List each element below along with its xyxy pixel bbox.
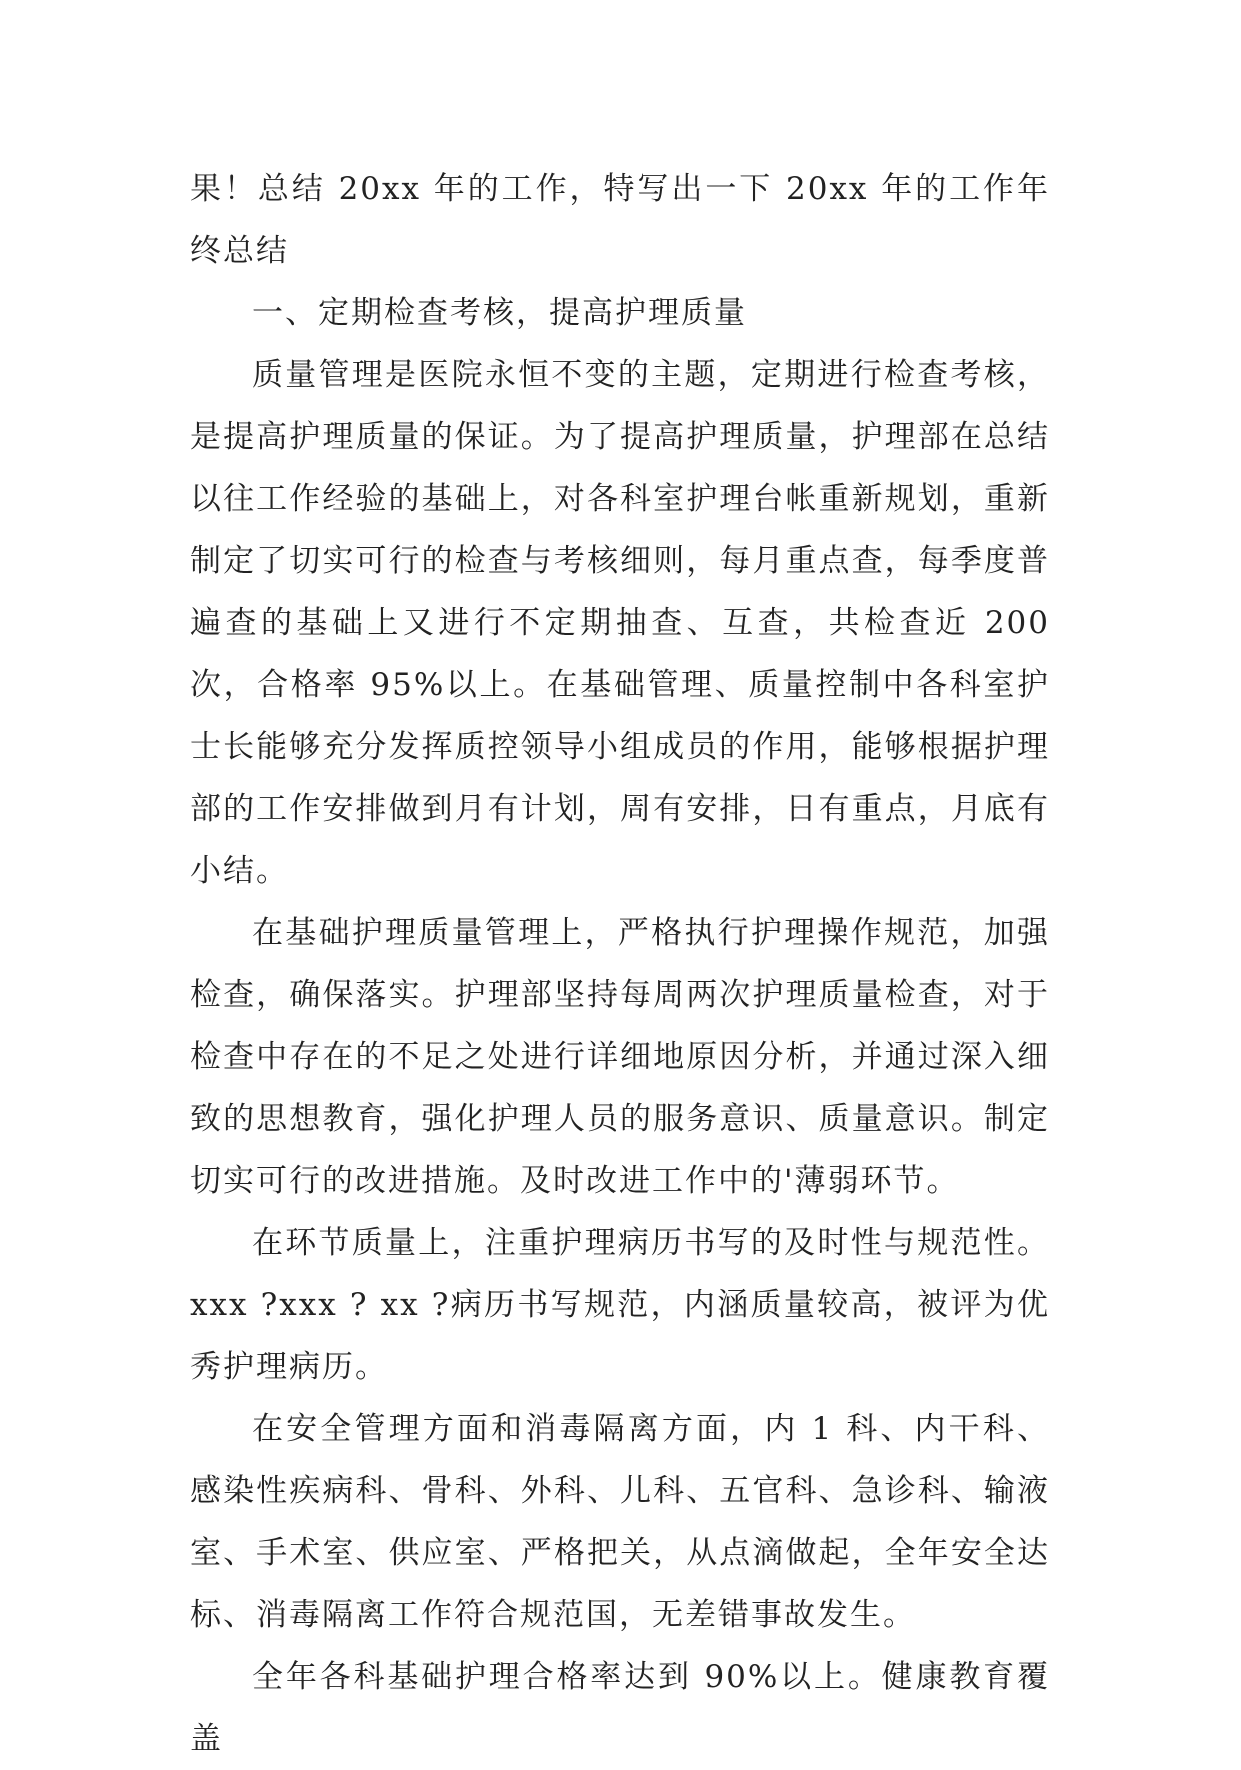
- paragraph-link-quality: 在环节质量上，注重护理病历书写的及时性与规范性。xxx ?xxx ? xx ?病历书写规范，内涵质量较高，被评为优秀护理病历。: [190, 1225, 1050, 1385]
- paragraph-intro-end: 果！总结 20xx 年的工作，特写出一下 20xx 年的工作年终总结: [190, 171, 1050, 269]
- paragraph-pass-rate: 全年各科基础护理合格率达到 90%以上。健康教育覆盖: [190, 1659, 1050, 1757]
- paragraph-basic-nursing: 在基础护理质量管理上，严格执行护理操作规范，加强检查，确保落实。护理部坚持每周两次护理质量检查，对于检查中存在的不足之处进行详细地原因分析，并通过深入细致的思想教育，强化护理人员的服务意识、质量意识。制定切实可行的改进措施。及时改进工作中的'薄弱环节。: [190, 915, 1050, 1199]
- document-body: [190, 158, 1050, 1770]
- paragraph-safety-management: 在安全管理方面和消毒隔离方面，内 1 科、内干科、感染性疾病科、骨科、外科、儿科、五官科、急诊科、输液室、手术室、供应室、严格把关，从点滴做起，全年安全达标、消毒隔离工作符合规范国，无差错事故发生。: [190, 1411, 1050, 1633]
- section-heading-1: 一、定期检查考核，提高护理质量: [252, 295, 747, 331]
- paragraph-quality-management: 质量管理是医院永恒不变的主题，定期进行检查考核，是提高护理质量的保证。为了提高护理质量，护理部在总结以往工作经验的基础上，对各科室护理台帐重新规划，重新制定了切实可行的检查与考核细则，每月重点查，每季度普遍查的基础上又进行不定期抽查、互查，共检查近 200 次，合格率 95%以上。在基础管理、质量控制中各科室护士长能够充分发挥质控领导小组成员的作用，能够根据护理部的工作安排做到月有计划，周有安排，日有重点，月底有小结。: [190, 357, 1050, 889]
